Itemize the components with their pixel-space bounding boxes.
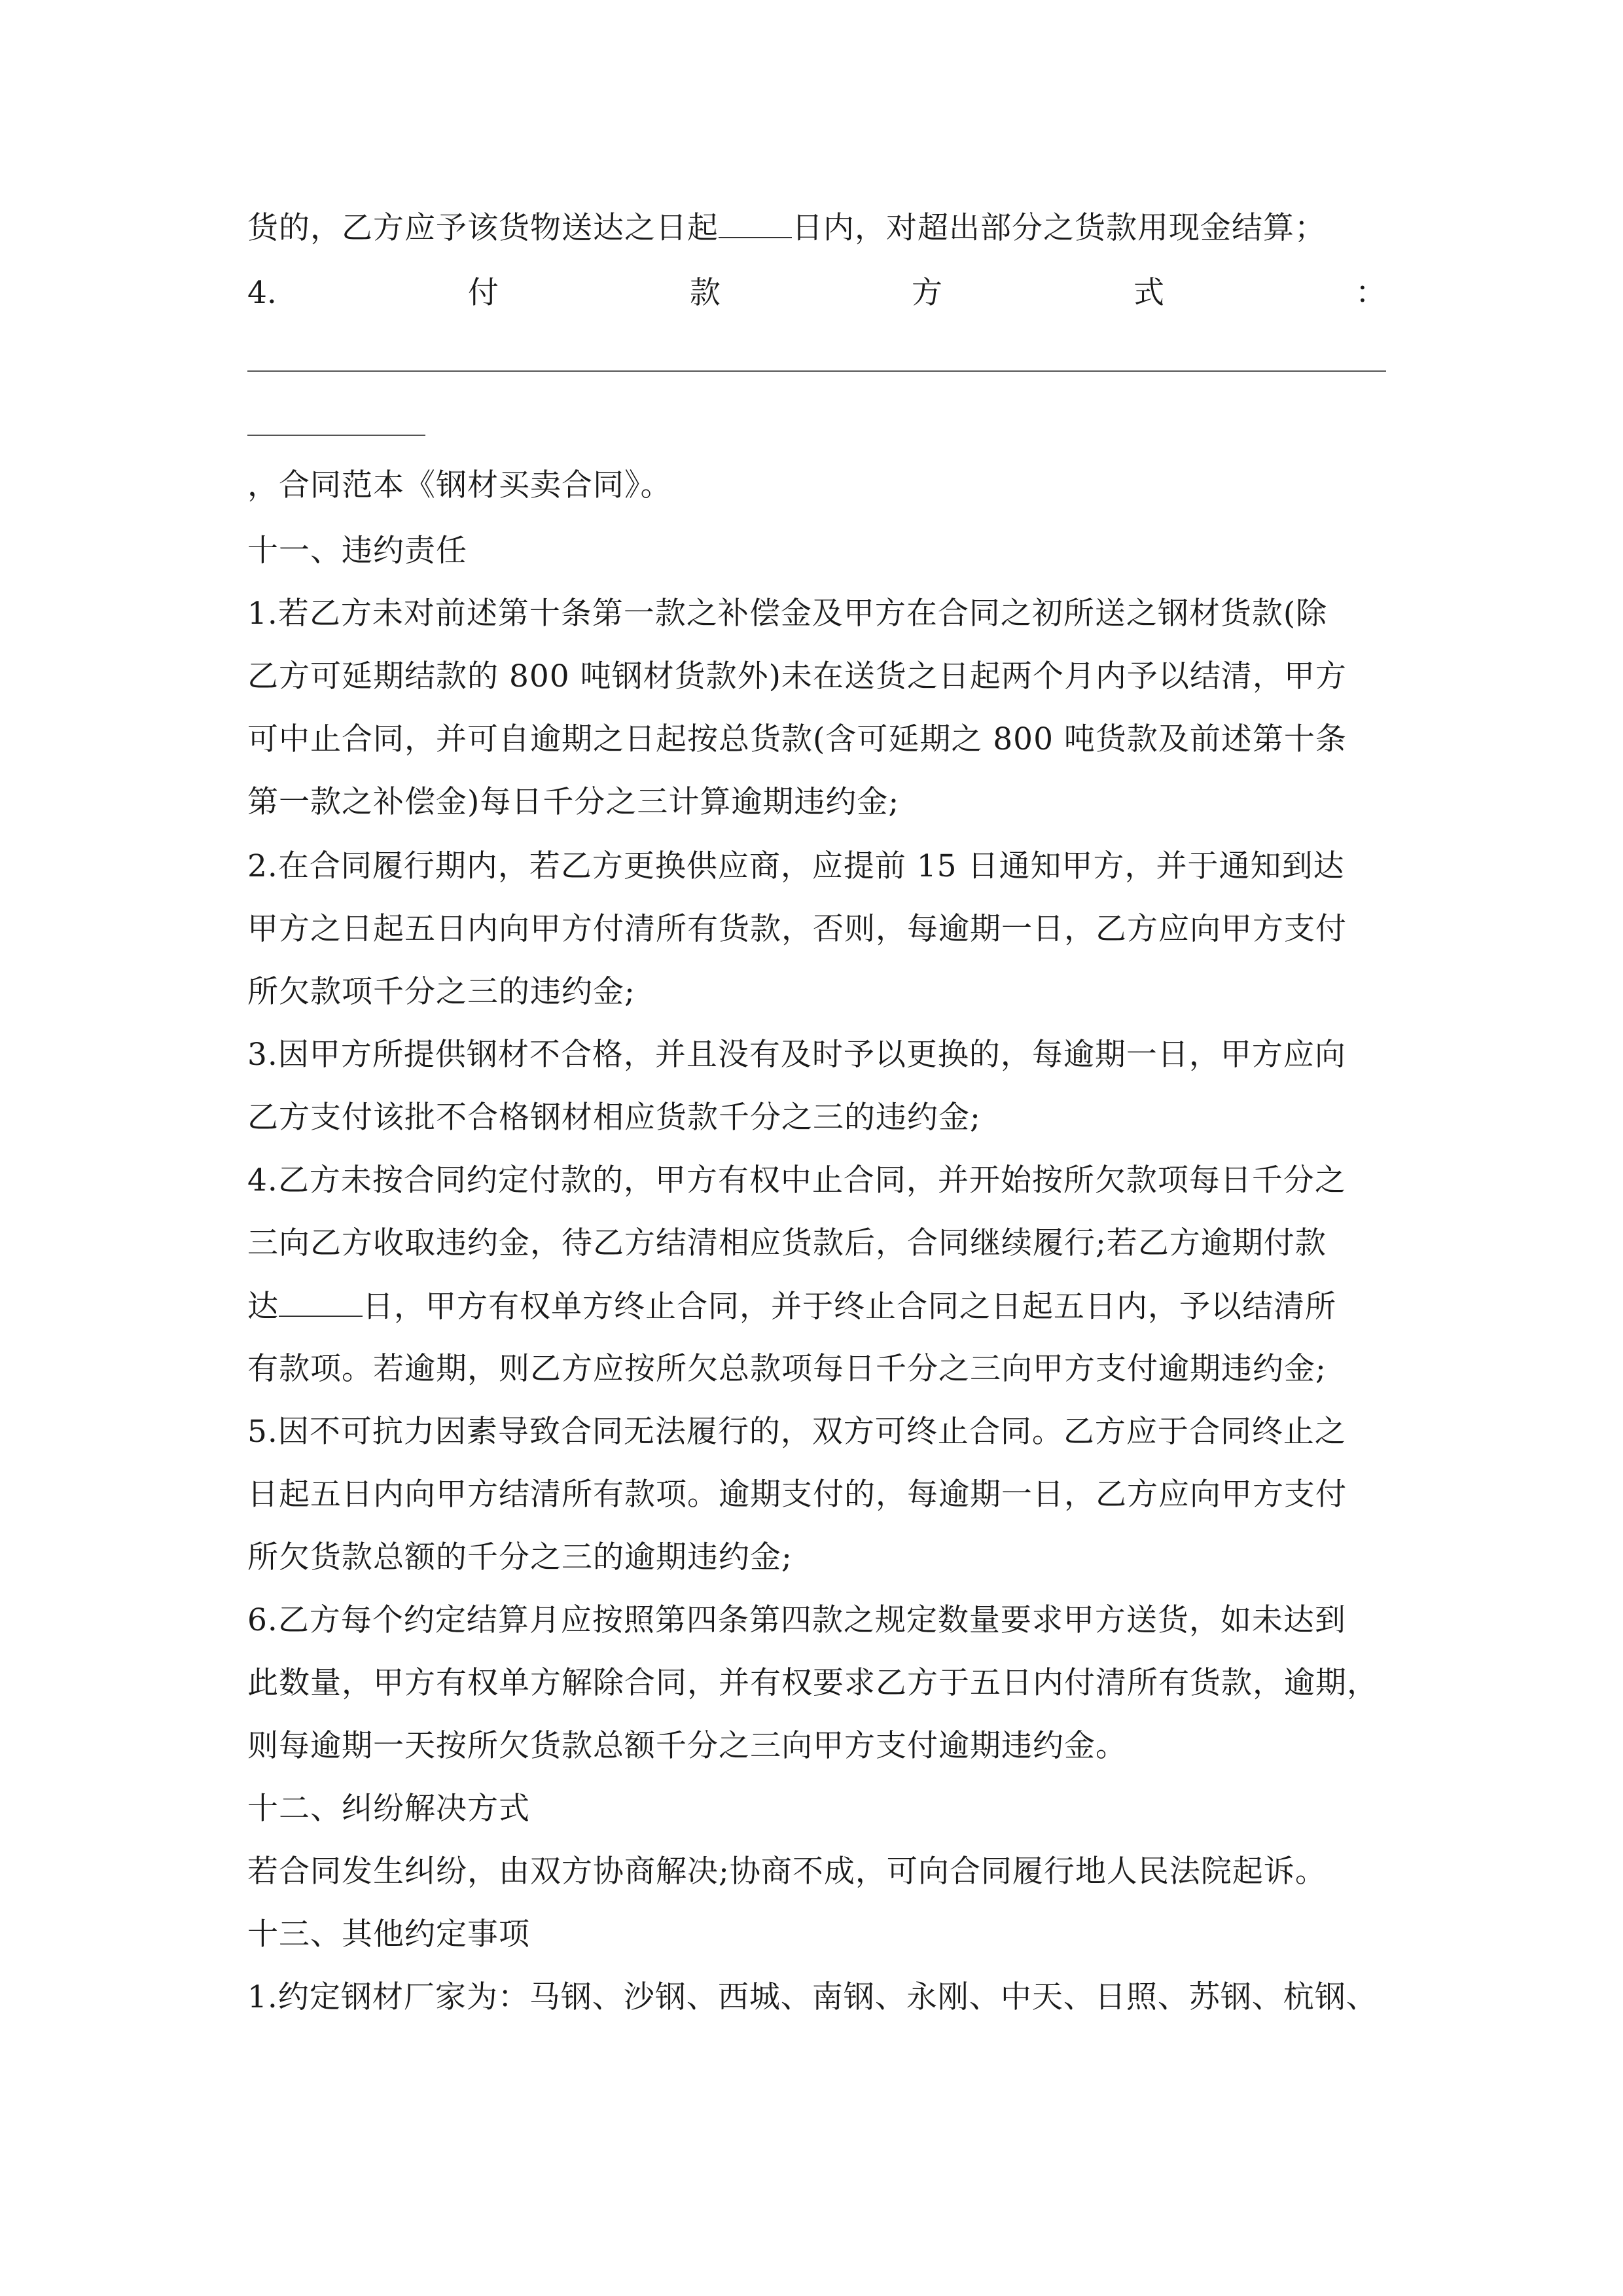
section-heading: 十三、其他约定事项 [247,1916,530,1952]
text-segment: 日内，对超出部分之货款用现金结算； [792,210,1326,246]
heading-char: 方 [911,275,942,311]
text-segment: 达 [247,1289,279,1325]
text-line: 4.乙方未按合同约定付款的，甲方有权中止合同，并开始按所欠款项每日千分之 [247,1162,1346,1198]
fill-in-line [247,370,1386,372]
text-line: 3.因甲方所提供钢材不合格，并且没有及时予以更换的，每逾期一日，甲方应向 [247,1037,1346,1073]
text-line: 则每逾期一天按所欠货款总额千分之三向甲方支付逾期违约金。 [247,1728,1127,1764]
fill-in-blank [279,1287,363,1317]
item-number: 4. [247,275,277,311]
text-line: 第一款之补偿金)每日千分之三计算逾期违约金; [247,784,900,820]
fill-in-blank [719,208,792,238]
text-line: 乙方支付该批不合格钢材相应货款千分之三的违约金; [247,1100,981,1136]
text-line: 可中止合同，并可自逾期之日起按总货款(含可延期之 800 吨货款及前述第十条 [247,721,1347,757]
text-line: 此数量，甲方有权单方解除合同，并有权要求乙方于五日内付清所有货款，逾期， [247,1665,1378,1701]
section-heading: 十一、违约责任 [247,533,467,569]
text-line [247,1287,1386,1327]
text-line: 所欠货款总额的千分之三的逾期违约金; [247,1539,793,1575]
text-line: 所欠款项千分之三的违约金; [247,974,635,1010]
text-segment: 日，甲方有权单方终止合同，并于终止合同之日起五日内，予以结清所 [363,1289,1336,1325]
text-line: 1.约定钢材厂家为：马钢、沙钢、西城、南钢、永刚、中天、日照、苏钢、杭钢、 [247,1979,1378,2015]
text-line: 若合同发生纠纷，由双方协商解决;协商不成，可向合同履行地人民法院起诉。 [247,1854,1327,1890]
text-line: 1.若乙方未对前述第十条第一款之补偿金及甲方在合同之初所送之钢材货款(除 [247,596,1328,632]
text-line: 有款项。若逾期，则乙方应按所欠总款项每日千分之三向甲方支付逾期违约金; [247,1351,1327,1387]
text-line [247,208,1386,248]
heading-colon: ： [1355,275,1386,311]
fill-in-line-short [247,435,425,436]
heading-char: 式 [1133,275,1164,311]
text-line: ，合同范本《钢材买卖合同》。 [247,467,672,503]
text-line: 三向乙方收取违约金，待乙方结清相应货款后，合同继续履行;若乙方逾期付款 [247,1225,1327,1261]
section-heading: 十二、纠纷解决方式 [247,1791,530,1827]
text-line: 5.因不可抗力因素导致合同无法履行的，双方可终止合同。乙方应于合同终止之 [247,1414,1346,1450]
text-line: 甲方之日起五日内向甲方付清所有货款，否则，每逾期一日，乙方应向甲方支付 [247,911,1347,947]
text-line: 乙方可延期结款的 800 吨钢材货款外)未在送货之日起两个月内予以结清，甲方 [247,658,1347,694]
text-line: 6.乙方每个约定结算月应按照第四条第四款之规定数量要求甲方送货，如未达到 [247,1602,1346,1638]
text-segment: 货的，乙方应予该货物送达之日起 [247,210,719,246]
heading-char: 付 [467,275,499,311]
text-line: 2.在合同履行期内，若乙方更换供应商，应提前 15 日通知甲方，并于通知到达 [247,848,1345,884]
payment-method-row [247,274,1386,313]
text-line: 日起五日内向甲方结清所有款项。逾期支付的，每逾期一日，乙方应向甲方支付 [247,1477,1347,1513]
heading-char: 款 [689,275,721,311]
